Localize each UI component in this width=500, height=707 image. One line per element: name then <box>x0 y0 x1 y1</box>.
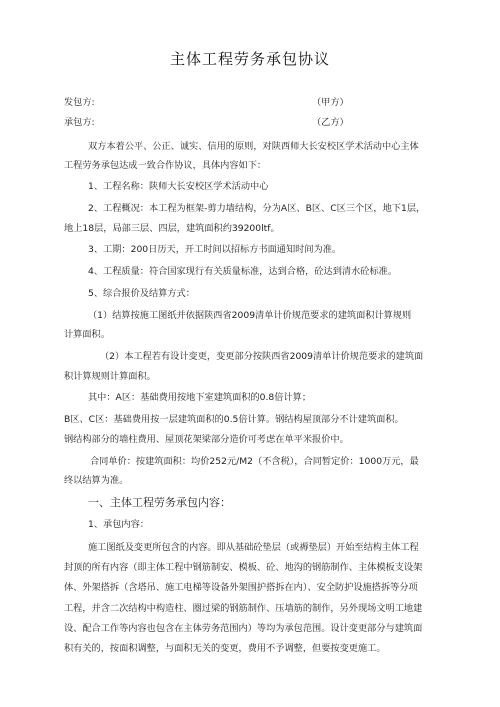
paragraph-line: B区、C区：基础费用按一层建筑面积的0.5倍计算。钢结构屋顶部分不计建筑面积。 <box>64 414 404 425</box>
paragraph-line: 工程劳务承包达成一致合作协议，具体内容如下： <box>64 160 267 171</box>
paragraph-line: 4、工程质量：符合国家现行有关质量标准，达到合格，砼达到清水砼标准。 <box>88 266 398 277</box>
paragraph-line: 计算面积。 <box>64 329 110 340</box>
paragraph-line: 5、综合报价及结算方式： <box>88 288 195 299</box>
paragraph-line: 工程，并含二次结构中构造柱、圈过梁的钢筋制作、压墙筋的制作，另外现场文明工地建 <box>64 603 423 614</box>
paragraph-line: 地上18层，局部三层、四层，建筑面积约39200ltf。 <box>64 223 280 234</box>
paragraph-line: 设、配合工作等内容也包含在主体劳务范围内）等均为承包范围。设计变更部分与建筑面 <box>64 623 423 634</box>
paragraph-line: 双方本着公平、公正、诚实、信用的原则，对陕西师大长安校区学术活动中心主体 <box>88 141 419 152</box>
paragraph-line: 钢结构部分的墙柱费用、屋顶花架梁部分造价可考虑在单平米报价中。 <box>64 434 349 445</box>
paragraph-line: 2、工程概况：本工程为框架-剪力墙结构，分为A区、B区、C区三个区，地下1层， <box>88 203 426 214</box>
section-heading: 一、主体工程劳务承包内容： <box>88 496 231 509</box>
paragraph-line: 终以结算为准。 <box>64 475 129 486</box>
document-title: 主体工程劳务承包协议 <box>169 50 330 68</box>
paragraph-line: 封顶的所有内容（即主体工程中钢筋制安、模板、砼、地沟的钢筋制作、主体模板支设架 <box>64 562 423 573</box>
paragraph-line: 积有关的，按面积调整，与面积无关的变更，费用不予调整，但要按变更施工。 <box>64 643 386 654</box>
contractor-role: （乙方） <box>312 117 349 128</box>
contractor-label: 承包方: <box>64 117 95 128</box>
paragraph-line: 体、外架搭拆（含塔吊、施工电梯等设备外架围护搭拆在内）、安全防护设施搭拆等分项 <box>64 582 418 593</box>
paragraph-line: 1、承包内容： <box>88 519 149 530</box>
paragraph-line: 1、工程名称：陕师大长安校区学术活动中心 <box>88 181 269 192</box>
paragraph-line: 积计算规则计算面积。 <box>64 371 156 382</box>
paragraph-line: 3、工期：200日历天，开工时间以招标方书面通知时间为准。 <box>88 244 342 255</box>
employer-role: （甲方） <box>312 97 349 108</box>
paragraph-line: （2）本工程若有设计变更，变更部分按陕西省2009清单计价规范要求的建筑面 <box>100 351 424 362</box>
paragraph-line: 施工图纸及变更所包含的内容。即从基础砼垫层（或褥垫层）开始至结构主体工程 <box>88 542 419 553</box>
paragraph-line: （1）结算按施工图纸并依据陕西省2009清单计价规范要求的建筑面积计算规则 <box>88 310 412 321</box>
paragraph-line: 其中：A区：基础费用按地下室建筑面积的0.8倍计算； <box>88 392 312 403</box>
employer-label: 发包方: <box>64 97 95 108</box>
paragraph-line: 合同单价：按建筑面积：均价252元/M2（不含税），合同暂定价：1000万元，最 <box>90 456 419 467</box>
